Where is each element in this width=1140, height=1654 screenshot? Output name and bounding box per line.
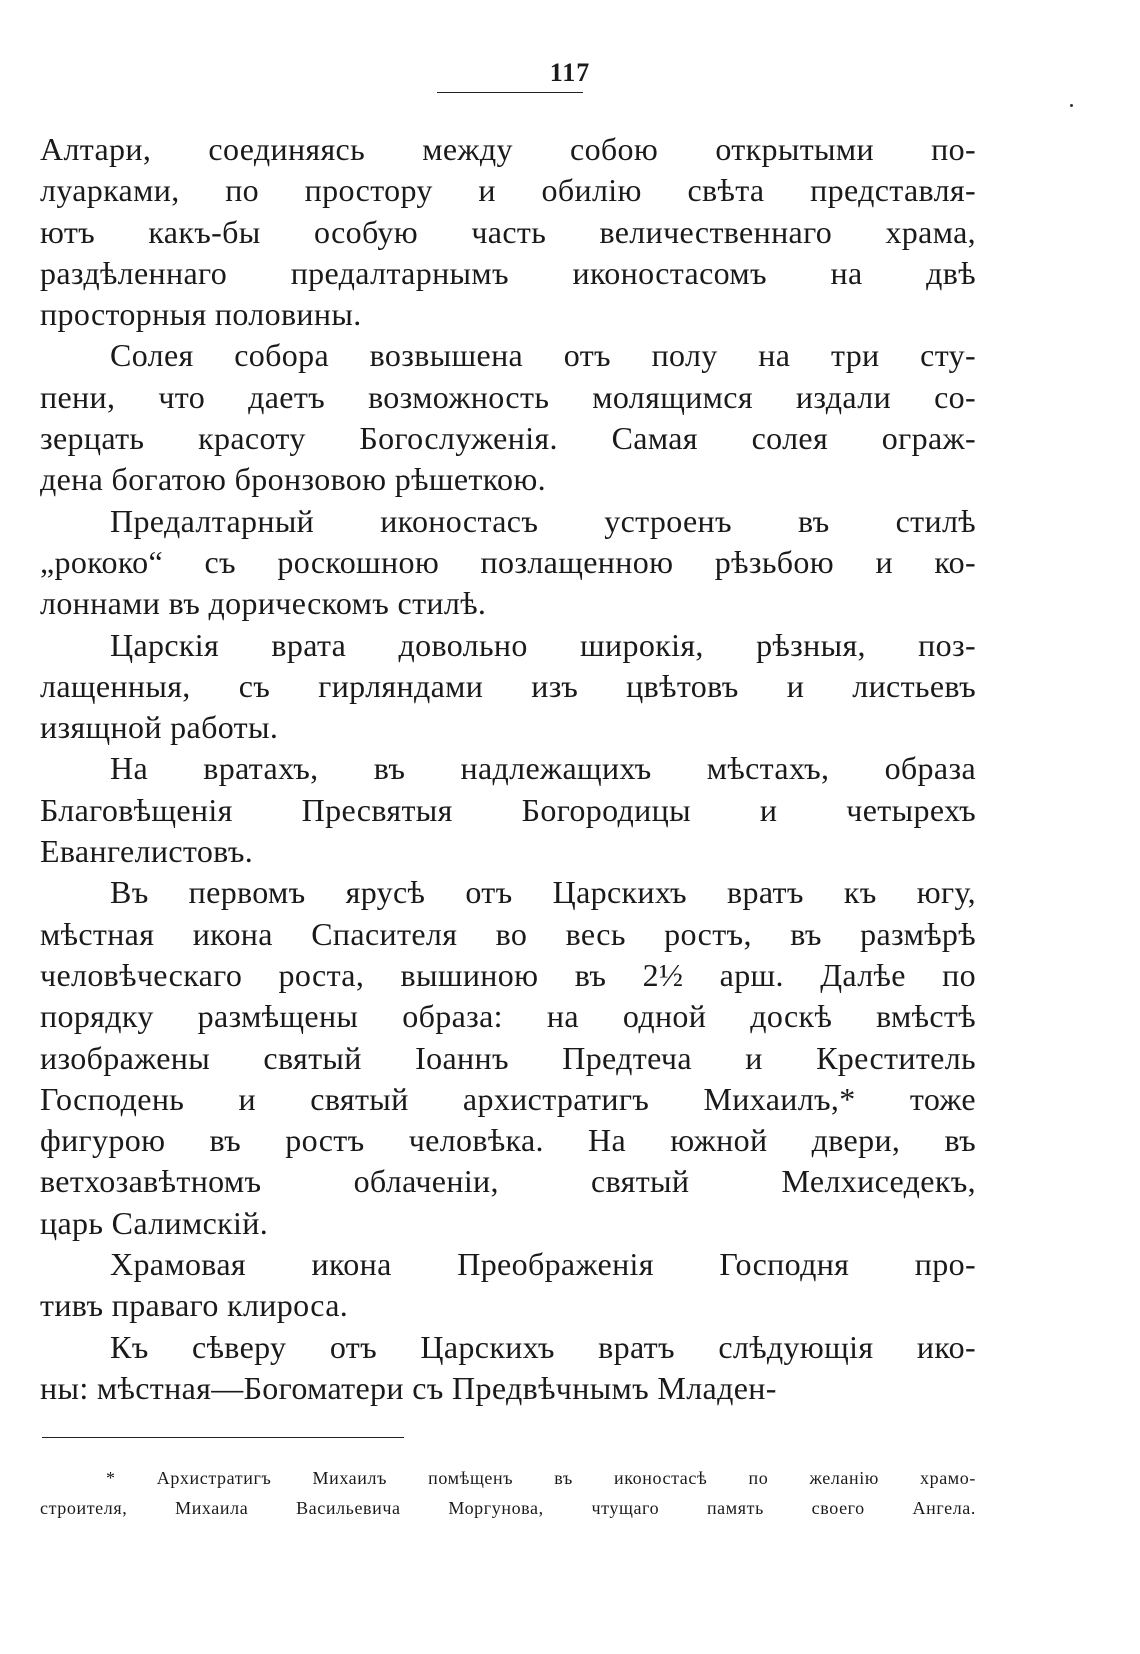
footnote-rule xyxy=(42,1437,404,1438)
text-line: изображены святый Іоаннъ Предтеча и Креститель xyxy=(40,1039,976,1076)
text-line: просторныя половины. xyxy=(40,296,362,333)
text-line: лоннами въ дорическомъ стилѣ. xyxy=(40,585,487,622)
footnote-line: * Архистратигъ Михаилъ помѣщенъ въ иконостасѣ по желанію храмо- xyxy=(106,1468,976,1488)
paragraph xyxy=(40,129,976,335)
page-number: 117 xyxy=(549,58,591,87)
text-line: Храмовая икона Преображенія Господня про- xyxy=(110,1246,976,1283)
print-speck xyxy=(1070,104,1073,107)
text-line: Благовѣщенія Пресвятыя Богородицы и четырехъ xyxy=(40,791,976,828)
text-line: Евангелистовъ. xyxy=(40,833,254,870)
body-text xyxy=(40,129,976,1409)
text-line: ны: мѣстная—Богоматери съ Предвѣчнымъ Младен- xyxy=(40,1369,777,1406)
paragraph xyxy=(40,335,976,500)
paragraph xyxy=(40,1327,976,1410)
text-line: человѣческаго роста, вышиною въ 2½ арш. Далѣе по xyxy=(40,956,976,993)
text-line: мѣстная икона Спасителя во весь ростъ, въ размѣрѣ xyxy=(40,915,976,952)
text-line: Предалтарный иконостасъ устроенъ въ стилѣ xyxy=(110,502,976,539)
text-line: ветхозавѣтномъ облаченіи, святый Мелхиседекъ, xyxy=(40,1163,976,1200)
paragraph xyxy=(40,748,976,872)
text-line: лащенныя, съ гирляндами изъ цвѣтовъ и листьевъ xyxy=(40,667,976,704)
paragraph xyxy=(40,1244,976,1327)
text-line: зерцать красоту Богослуженія. Самая солея ограж- xyxy=(40,420,976,457)
text-line: дена богатою бронзовою рѣшеткою. xyxy=(40,461,546,498)
header-rule xyxy=(437,92,583,93)
text-line: Царскія врата довольно широкія, рѣзныя, поз- xyxy=(110,626,976,663)
paragraph xyxy=(40,625,976,749)
text-line: фигурою въ ростъ человѣка. На южной двери, въ xyxy=(40,1122,976,1159)
text-line: луарками, по простору и обилію свѣта представля- xyxy=(40,172,976,209)
text-line: ютъ какъ-бы особую часть величественнаго храма, xyxy=(40,213,976,250)
text-line: царь Салимскій. xyxy=(40,1204,269,1241)
text-line: изящной работы. xyxy=(40,709,279,746)
text-line: На вратахъ, въ надлежащихъ мѣстахъ, образа xyxy=(110,750,976,787)
text-line: Алтари, соединяясь между собою открытыми по- xyxy=(40,131,976,167)
text-line: Къ сѣверу отъ Царскихъ вратъ слѣдующія ико- xyxy=(110,1328,976,1365)
text-line: Господень и святый архистратигъ Михаилъ,* тоже xyxy=(40,1080,976,1117)
text-line: пени, что даетъ возможность молящимся издали со- xyxy=(40,378,976,415)
footnote-line: строителя, Михаила Васильевича Моргунова, чтущаго память своего Ангела. xyxy=(40,1498,976,1518)
text-line: „рококо“ съ роскошною позлащенною рѣзьбою и ко- xyxy=(40,543,976,580)
footnote xyxy=(40,1463,976,1523)
text-line: Въ первомъ ярусѣ отъ Царскихъ вратъ къ югу, xyxy=(110,874,976,911)
text-line: порядку размѣщены образа: на одной доскѣ вмѣстѣ xyxy=(40,998,976,1035)
text-line: Солея собора возвышена отъ полу на три сту- xyxy=(110,337,976,374)
paragraph xyxy=(40,501,976,625)
text-line: тивъ праваго клироса. xyxy=(40,1287,349,1324)
text-line: раздѣленнаго предалтарнымъ иконостасомъ на двѣ xyxy=(40,254,976,291)
paragraph xyxy=(40,872,976,1244)
